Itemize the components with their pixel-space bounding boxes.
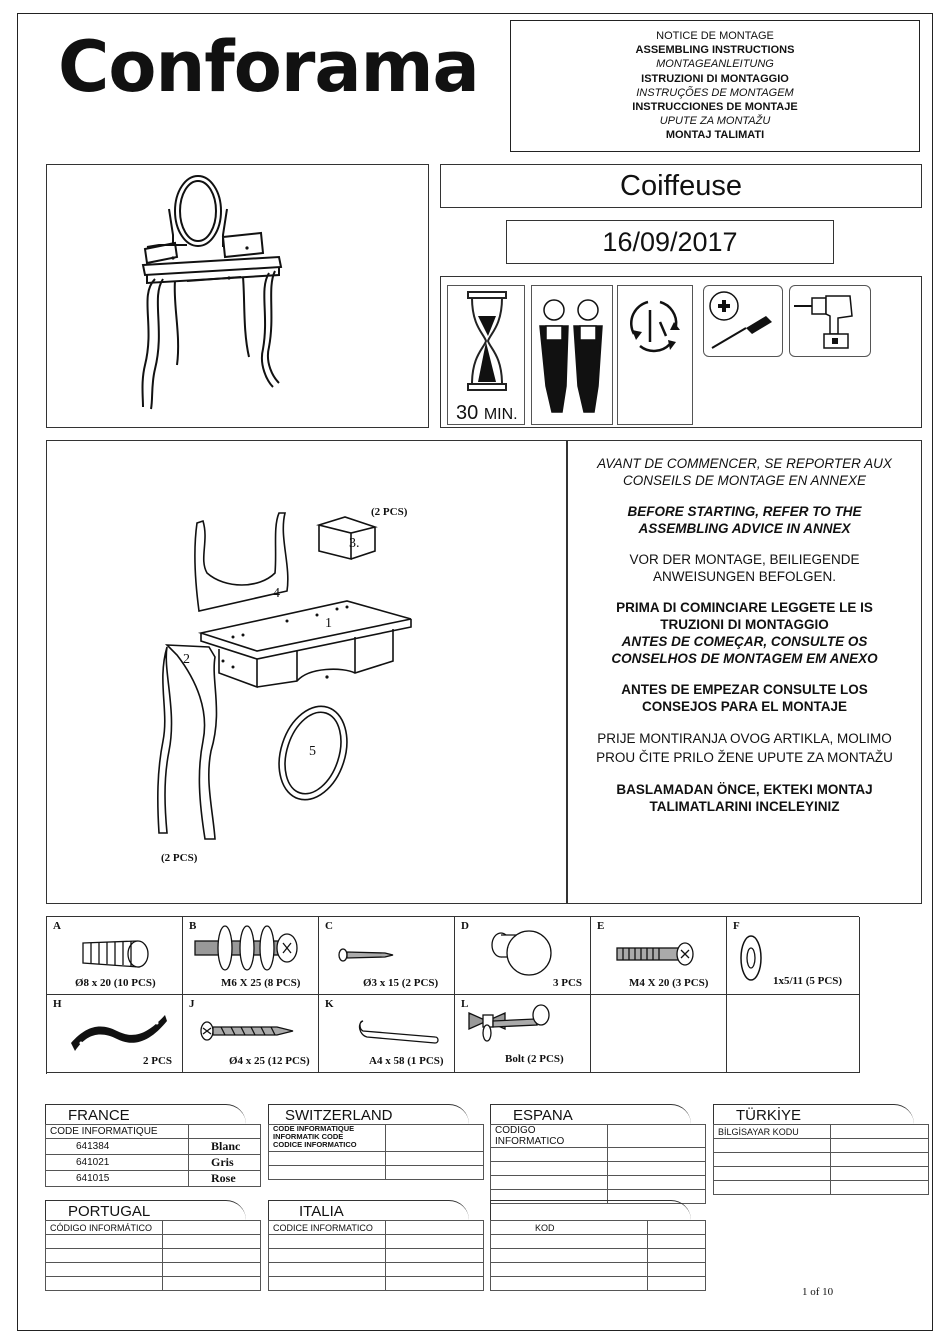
hourglass-icon — [448, 286, 524, 396]
advice-de: VOR DER MONTAGE, BEILIEGENDE ANWEISUNGEN BEFOLGEN. — [629, 552, 860, 584]
two-people-icon — [531, 285, 613, 425]
hardware-letter-a: A — [53, 920, 61, 932]
advice-panel — [567, 440, 922, 904]
code-header-switzerland-1: CODE INFORMATIQUE — [273, 1124, 355, 1133]
metal-bracket-icon — [67, 1009, 171, 1053]
hardware-letter-b: B — [189, 920, 197, 932]
hardware-cell-a — [47, 917, 183, 995]
exploded-parts-view — [46, 440, 567, 904]
hardware-caption-l: Bolt (2 PCS) — [505, 1053, 564, 1065]
hardware-letter-c: C — [325, 920, 333, 932]
title-it: ISTRUZIONI DI MONTAGGIO — [641, 72, 789, 85]
product-preview — [46, 164, 429, 428]
product-name: Coiffeuse — [440, 164, 922, 208]
code-header-switzerland-2: INFORMATIK CODE — [273, 1132, 344, 1141]
code-france-3: 641015 — [46, 1171, 189, 1187]
wing-bolt-icon — [465, 1001, 565, 1051]
wood-screw-icon — [199, 1019, 303, 1043]
power-drill-icon — [789, 285, 871, 357]
time-panel — [447, 285, 525, 425]
advice-es: ANTES DE EMPEZAR CONSULTE LOS CONSEJOS PARA EL MONTAJE — [621, 682, 868, 714]
country-italia: ITALIA — [299, 1203, 344, 1220]
country-turkiye: TÜRKİYE — [736, 1107, 802, 1124]
hardware-letter-f: F — [733, 920, 740, 932]
hardware-cell-b — [183, 917, 319, 995]
title-fr: NOTICE DE MONTAGE — [656, 30, 774, 42]
part-label-5: 5 — [309, 744, 316, 759]
document-date: 16/09/2017 — [506, 220, 834, 264]
hardware-caption-b: M6 X 25 (8 PCS) — [221, 977, 301, 989]
hardware-table — [46, 916, 859, 1074]
conforama-logo: Conforama — [58, 26, 479, 108]
code-header-portugal: CÓDIGO INFORMÁTICO — [46, 1221, 163, 1235]
hardware-caption-a: Ø8 x 20 (10 PCS) — [75, 977, 156, 989]
color-france-3: Rose — [189, 1171, 261, 1187]
part-label-2: 2 — [183, 652, 190, 667]
dowel-icon — [77, 933, 157, 973]
legs-quantity: (2 PCS) — [161, 852, 198, 864]
title-en: ASSEMBLING INSTRUCTIONS — [635, 44, 795, 57]
time-value: 30 — [456, 402, 479, 424]
hardware-cell-k — [319, 995, 455, 1073]
code-header-espana: CODIGO INFORMATICO — [491, 1125, 608, 1148]
hardware-caption-e: M4 X 20 (3 PCS) — [629, 977, 709, 989]
part-label-4: 4 — [273, 586, 280, 601]
color-france-2: Gris — [189, 1155, 261, 1171]
hardware-cell-c — [319, 917, 455, 995]
hardware-caption-h: 2 PCS — [143, 1055, 173, 1067]
hardware-letter-h: H — [53, 998, 62, 1010]
title-es: INSTRUCCIONES DE MONTAJE — [632, 101, 798, 114]
drawer-quantity: (2 PCS) — [371, 506, 408, 518]
hardware-caption-d: 3 PCS — [553, 977, 583, 989]
hardware-cell-l — [455, 995, 591, 1073]
hardware-caption-c: Ø3 x 15 (2 PCS) — [363, 977, 439, 989]
exploded-diagram — [47, 441, 565, 901]
hardware-caption-k: A4 x 58 (1 PCS) — [369, 1055, 444, 1067]
title-de: MONTAGEANLEITUNG — [656, 58, 774, 71]
knob-icon — [485, 923, 555, 983]
bolt-washers-icon — [191, 921, 309, 973]
recycle-icon — [617, 285, 693, 425]
country-france: FRANCE — [68, 1107, 130, 1124]
hardware-cell-empty-2 — [727, 995, 860, 1073]
code-header-switzerland-3: CODICE INFORMATICO — [273, 1140, 357, 1149]
time-unit: MIN. — [483, 406, 518, 423]
code-france-1: 641384 — [46, 1139, 189, 1155]
hardware-letter-j: J — [189, 998, 195, 1010]
advice-en: BEFORE STARTING, REFER TO THE ASSEMBLING ADVICE IN ANNEX — [627, 504, 862, 536]
instructions-title-box — [510, 20, 920, 152]
hardware-letter-e: E — [597, 920, 605, 932]
country-portugal: PORTUGAL — [68, 1203, 151, 1220]
dressing-table-drawing — [47, 165, 427, 425]
color-france-1: Blanc — [189, 1139, 261, 1155]
country-switzerland: SWITZERLAND — [285, 1107, 393, 1124]
hardware-cell-d — [455, 917, 591, 995]
code-header-turkiye: BİLGİSAYAR KODU — [714, 1125, 831, 1139]
part-label-1: 1 — [325, 616, 332, 631]
advice-tr: BASLAMADAN ÖNCE, EKTEKI MONTAJ TALIMATLARINI INCELEYINIZ — [616, 782, 873, 814]
title-tr: MONTAJ TALIMATI — [665, 129, 765, 142]
title-pt: INSTRUÇÕES DE MONTAGEM — [636, 86, 794, 99]
washer-icon — [737, 933, 765, 983]
hardware-cell-h — [47, 995, 183, 1073]
title-hr: UPUTE ZA MONTAŽU — [659, 115, 771, 128]
hardware-caption-j: Ø4 x 25 (12 PCS) — [229, 1055, 310, 1067]
code-header-france: CODE INFORMATIQUE — [46, 1125, 189, 1139]
hardware-cell-f — [727, 917, 860, 995]
hardware-cell-e — [591, 917, 727, 995]
hardware-letter-d: D — [461, 920, 469, 932]
phillips-screwdriver-icon — [703, 285, 783, 357]
country-espana: ESPANA — [513, 1107, 573, 1124]
hardware-cell-j — [183, 995, 319, 1073]
part-label-3: 3. — [349, 536, 360, 551]
small-screw-icon — [337, 945, 397, 965]
hardware-caption-f: 1x5/11 (5 PCS) — [773, 975, 843, 987]
allen-key-icon — [357, 1017, 443, 1047]
advice-hr: PRIJE MONTIRANJA OVOG ARTIKLA, MOLIMO PROU ČITE PRILO ŽENE UPUTE ZA MONTAŽU — [596, 731, 893, 765]
code-header-kod: KOD — [491, 1221, 648, 1235]
hardware-letter-l: L — [461, 998, 469, 1010]
machine-screw-icon — [613, 941, 699, 967]
code-france-2: 641021 — [46, 1155, 189, 1171]
hardware-letter-k: K — [325, 998, 334, 1010]
code-header-italia: CODICE INFORMATICO — [269, 1221, 386, 1235]
advice-pt: ANTES DE COMEÇAR, CONSULTE OS CONSELHOS DE MONTAGEM EM ANEXO — [611, 634, 878, 666]
assembly-icons-panel — [440, 276, 922, 428]
advice-fr: AVANT DE COMMENCER, SE REPORTER AUX CONSEILS DE MONTAGE EN ANNEXE — [597, 456, 892, 488]
hardware-cell-empty-1 — [591, 995, 727, 1073]
advice-it: PRIMA DI COMINCIARE LEGGETE LE IS TRUZIONI DI MONTAGGIO — [616, 600, 873, 632]
page-number: 1 of 10 — [802, 1286, 834, 1298]
